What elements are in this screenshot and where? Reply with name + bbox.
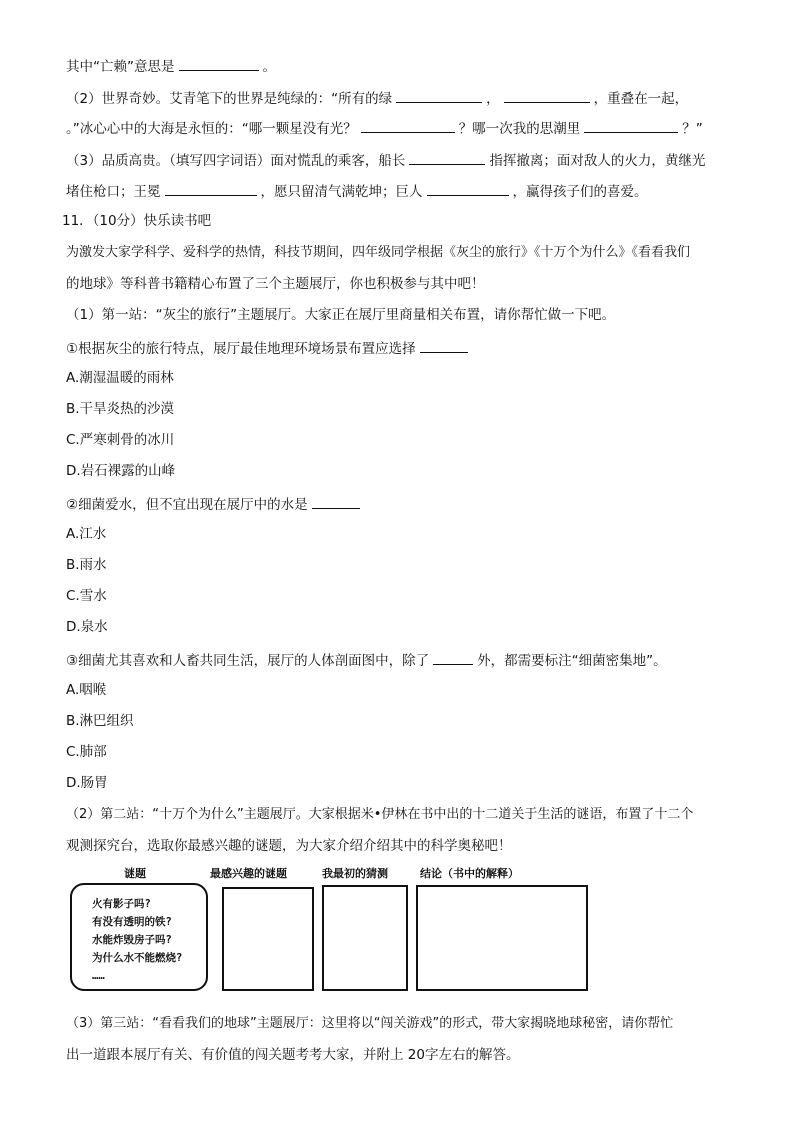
station-2-line-2: 观测探究台，选取你最感兴趣的谜题，为大家介绍介绍其中的科学奥秘吧！ [66, 838, 512, 854]
answer-blank[interactable] [584, 118, 678, 133]
option-d[interactable]: D.肠胃 [66, 775, 108, 791]
option-c[interactable]: C.肺部 [66, 744, 107, 760]
idiom-meaning-line: 其中“亡赖”意思是 。 [66, 56, 276, 76]
option-a[interactable]: A.江水 [66, 526, 107, 542]
answer-blank[interactable] [427, 181, 509, 196]
answer-blank[interactable] [165, 181, 257, 196]
quality-line-2: 堵住枪口；王冕 ，愿只留清气满乾坤；巨人 ，赢得孩子们的喜爱。 [66, 181, 648, 201]
riddle-item: 为什么水不能燃烧? [92, 952, 183, 964]
header-riddles: 谜题 [124, 867, 146, 880]
station-1-heading: （1）第一站：“灰尘的旅行”主题展厅。大家正在展厅里商量相关布置，请你帮忙做一下吧。 [66, 307, 616, 323]
station-3-line-1: （3）第三站：“看看我们的地球”主题展厅：这里将以“闯关游戏”的形式，带大家揭晓地球秘密，请你帮忙 [66, 1016, 674, 1031]
question-11-title: 11．（10分）快乐读书吧 [62, 213, 212, 229]
answer-blank[interactable] [409, 150, 485, 165]
intro-line-1: 为激发大家学科学、爱科学的热情，科技节期间，四年级同学根据《灰尘的旅行》《十万个为什么》《看看我们 [66, 245, 691, 260]
first-guess-answer-box[interactable] [322, 885, 408, 991]
option-d[interactable]: D.岩石裸露的山峰 [66, 463, 176, 479]
option-b[interactable]: B.干旱炎热的沙漠 [66, 401, 175, 417]
option-c[interactable]: C.雪水 [66, 588, 107, 604]
answer-blank[interactable] [396, 88, 482, 103]
riddle-item: 水能炸毁房子吗? [92, 934, 172, 946]
riddle-item: 有没有透明的铁? [92, 916, 172, 928]
answer-blank[interactable] [312, 494, 360, 509]
station-3-line-2: 出一道跟本展厅有关、有价值的闯关题考考大家，并附上 20字左右的解答。 [66, 1047, 520, 1063]
option-b[interactable]: B.淋巴组织 [66, 713, 134, 729]
riddle-worksheet-table [66, 865, 592, 995]
intro-line-2: 的地球》等科普书籍精心布置了三个主题展厅，你也积极参与其中吧！ [66, 276, 485, 292]
option-b[interactable]: B.雨水 [66, 557, 107, 573]
header-conclusion: 结论（书中的解释） [420, 867, 519, 880]
answer-blank[interactable] [179, 56, 259, 71]
option-a[interactable]: A.咽喉 [66, 682, 107, 698]
option-d[interactable]: D.泉水 [66, 619, 108, 635]
aiqing-line: （2）世界奇妙。艾青笔下的世界是纯绿的：“所有的绿 ， ，重叠在一起， [66, 88, 688, 108]
bingxin-line: 。”冰心心中的大海是永恒的：“哪一颗星没有光？ ？哪一次我的思潮里 ？” [66, 118, 703, 138]
header-first-guess: 我最初的猜测 [322, 867, 388, 880]
riddle-list-box [70, 883, 208, 991]
favorite-riddle-answer-box[interactable] [222, 887, 314, 991]
subq-3-stem: ③细菌尤其喜欢和人畜共同生活，展厅的人体剖面图中，除了 外，都需要标注“细菌密集地”。 [66, 650, 667, 670]
option-a[interactable]: A.潮湿温暖的雨林 [66, 370, 174, 386]
answer-blank[interactable] [361, 118, 455, 133]
subq-1-stem: ①根据灰尘的旅行特点，展厅最佳地理环境场景布置应选择 [66, 338, 472, 358]
subq-2-stem: ②细菌爱水，但不宜出现在展厅中的水是 [66, 494, 364, 514]
quality-line-1: （3）品质高贵。（填写四字词语）面对慌乱的乘客，船长 指挥撤离；面对敌人的火力，黄继光 [66, 150, 705, 170]
riddle-item: 火有影子吗? [92, 898, 151, 910]
riddle-item: …… [92, 970, 105, 982]
answer-blank[interactable] [433, 650, 473, 665]
answer-blank[interactable] [420, 338, 468, 353]
header-favorite-riddle: 最感兴趣的谜题 [210, 867, 287, 880]
conclusion-answer-box[interactable] [416, 885, 588, 991]
answer-blank[interactable] [504, 88, 590, 103]
option-c[interactable]: C.严寒刺骨的冰川 [66, 432, 175, 448]
station-2-line-1: （2）第二站：“十万个为什么”主题展厅。大家根据米•伊林在书中出的十二道关于生活的谜语，布置了十二个 [66, 807, 694, 822]
